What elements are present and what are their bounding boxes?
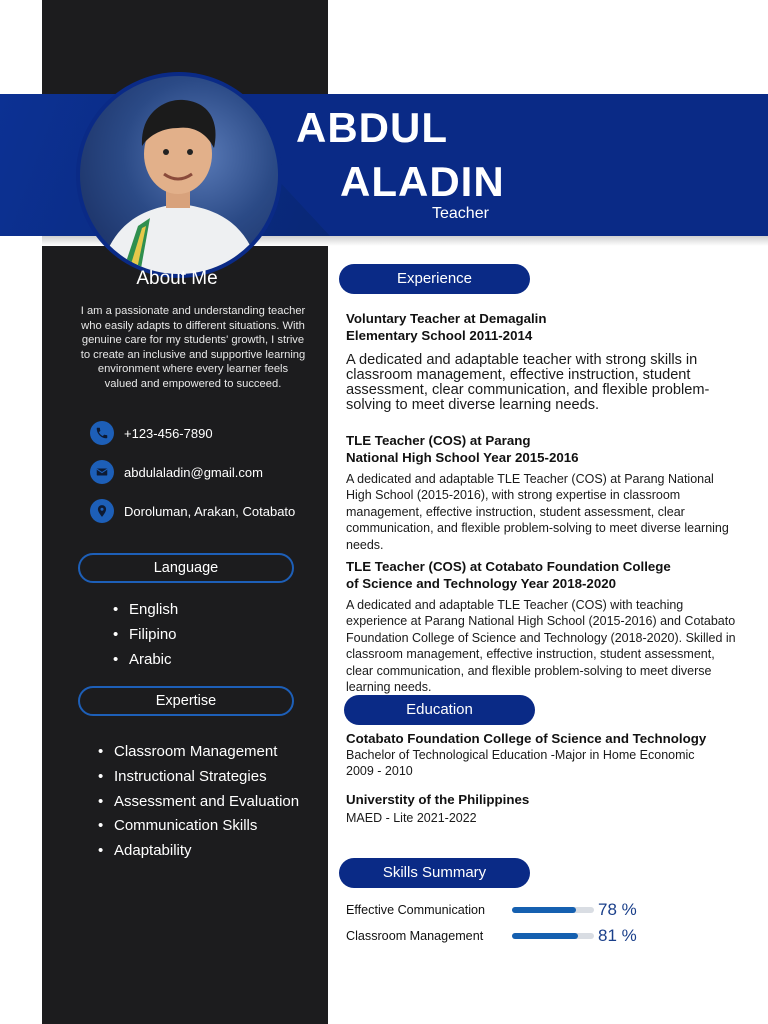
skill-percent: 81 % — [598, 926, 637, 945]
phone-icon — [90, 421, 114, 445]
experience-heading: Experience — [339, 264, 530, 294]
list-item: • Instructional Strategies — [98, 765, 299, 790]
job-title-line: Elementary School 2011-2014 — [346, 328, 533, 343]
profile-photo — [80, 76, 278, 274]
job-role: Teacher — [432, 205, 489, 222]
skill-bar — [512, 933, 594, 939]
contact-address — [90, 499, 295, 523]
job-title-line: Voluntary Teacher at Demagalin — [346, 311, 547, 326]
about-text: I am a passionate and understanding teacher who easily adapts to different situations. With genuine care for my students' growth, I strive to create an inclusive and supportive learning environment where every learner feels valued and empowered to succeed. — [80, 305, 306, 390]
expertise-heading: Expertise — [78, 686, 294, 716]
education-years: 2009 - 2010 — [346, 764, 413, 778]
education-degree: MAED - Lite 2021-2022 — [346, 811, 477, 825]
list-item: • English — [113, 597, 178, 622]
skills-heading: Skills Summary — [339, 858, 530, 888]
list-item: • Arabic — [113, 647, 178, 672]
job-title-line: of Science and Technology Year 2018-2020 — [346, 576, 617, 591]
education-degree: Bachelor of Technological Education -Major in Home Economic — [346, 748, 695, 762]
job-title — [346, 432, 579, 466]
skill-row — [346, 900, 637, 920]
education-school: Universtity of the Philippines — [346, 792, 530, 807]
education-heading: Education — [344, 695, 535, 725]
location-pin-icon — [90, 499, 114, 523]
phone-text[interactable]: +123-456-7890 — [124, 425, 213, 441]
skill-bar — [512, 907, 594, 913]
job-title-line: National High School Year 2015-2016 — [346, 450, 579, 465]
email-text[interactable]: abdulaladin@gmail.com — [124, 464, 263, 480]
skill-row — [346, 926, 637, 946]
job-title — [346, 310, 547, 344]
job-title-line: TLE Teacher (COS) at Parang — [346, 433, 531, 448]
email-icon — [90, 460, 114, 484]
language-list — [113, 597, 178, 672]
contact-email — [90, 460, 263, 484]
list-item: • Classroom Management — [98, 740, 299, 765]
skill-label: Effective Communication — [346, 903, 486, 917]
job-title-line: TLE Teacher (COS) at Cotabato Foundation College — [346, 559, 671, 574]
skill-bar-fill — [512, 933, 578, 939]
list-item: • Communication Skills — [98, 814, 299, 839]
education-school: Cotabato Foundation College of Science and Technology — [346, 731, 707, 746]
job-title — [346, 558, 671, 592]
portrait-illustration — [80, 76, 278, 274]
profile-photo-frame — [76, 72, 282, 278]
contact-phone — [90, 421, 213, 445]
list-item: • Filipino — [113, 622, 178, 647]
skill-percent: 78 % — [598, 900, 637, 919]
skill-label: Classroom Management — [346, 929, 484, 943]
list-item: • Adaptability — [98, 839, 299, 864]
skill-bar-fill — [512, 907, 576, 913]
address-text: Doroluman, Arakan, Cotabato — [124, 503, 296, 519]
about-title: About Me — [136, 268, 218, 289]
job-description: A dedicated and adaptable teacher with strong skills in classroom management, effective instruction, student assessment, clear communication, and flexible problem-solving to meet diverse learning needs. — [346, 352, 710, 413]
first-name: ABDUL — [296, 104, 448, 151]
expertise-list — [98, 740, 299, 864]
list-item: • Assessment and Evaluation — [98, 790, 299, 815]
last-name: ALADIN — [340, 158, 505, 205]
language-heading: Language — [78, 553, 294, 583]
job-description: A dedicated and adaptable TLE Teacher (COS) with teaching experience at Parang National High School (2015-2016) and Cotabato Foundation College of Science and Technology (2018-2020). Skilled in classroom management, effective instruction, student assessment, clear communication, and flexible problem-solving to meet diverse learning needs. — [346, 598, 736, 695]
job-description: A dedicated and adaptable TLE Teacher (COS) at Parang National High School (2015-2016), with strong expertise in classroom management, effective instruction, student assessment, clear communication, and flexible problem-solving to meet diverse learning needs. — [346, 472, 729, 552]
